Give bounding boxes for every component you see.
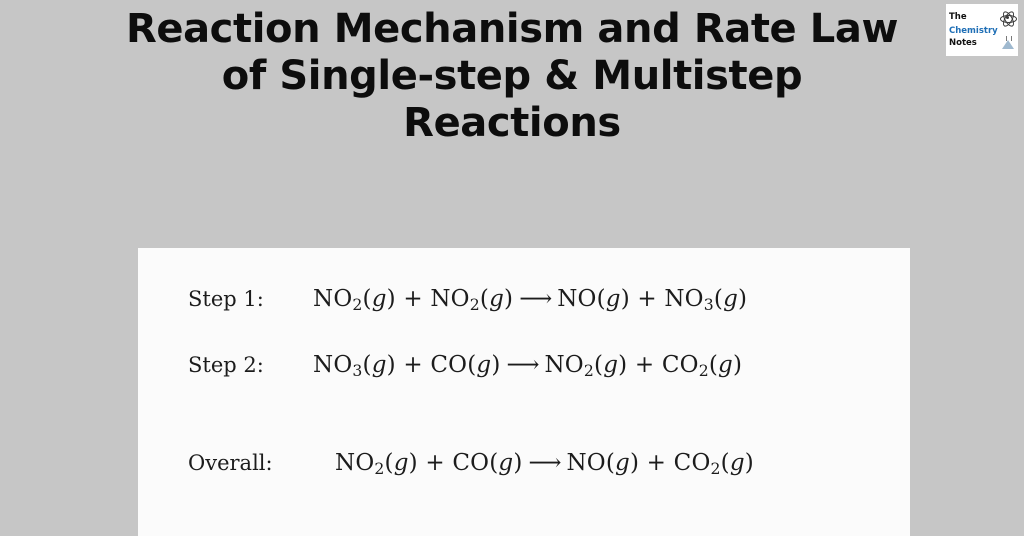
equation-row-overall	[138, 450, 910, 478]
equation-body-step1: $NO_2(g) + NO_2(g)$ ⟶ $NO(g) + NO_3(g)$	[313, 286, 748, 314]
page-title	[0, 6, 1024, 148]
equation-panel	[138, 248, 910, 536]
equation-label-step1: Step 1:	[188, 287, 264, 311]
flask-icon	[1001, 36, 1015, 50]
equation-body-step2: $NO_3(g) + CO(g)$ ⟶ $NO_2(g) + CO_2(g)$	[313, 351, 743, 380]
atom-icon	[999, 10, 1015, 26]
page-title-line-2: of Single-step & Multistep	[221, 53, 803, 100]
logo-line-3: Notes	[949, 38, 977, 48]
equation-row-step1	[138, 286, 910, 314]
equation-label-step2: Step 2:	[188, 352, 264, 377]
page-title-line-3: Reactions	[403, 100, 621, 147]
equation-label-overall: Overall:	[188, 450, 273, 475]
logo-line-1: The	[949, 12, 967, 23]
page-title-line-1: Reaction Mechanism and Rate Law	[125, 6, 899, 52]
logo-line-2: Chemistry	[949, 25, 998, 36]
site-logo[interactable]	[946, 4, 1018, 56]
equation-row-step2	[138, 352, 910, 380]
equation-body-overall: $NO_2(g) + CO(g)$ ⟶ $NO(g) + CO_2(g)$	[335, 449, 754, 478]
